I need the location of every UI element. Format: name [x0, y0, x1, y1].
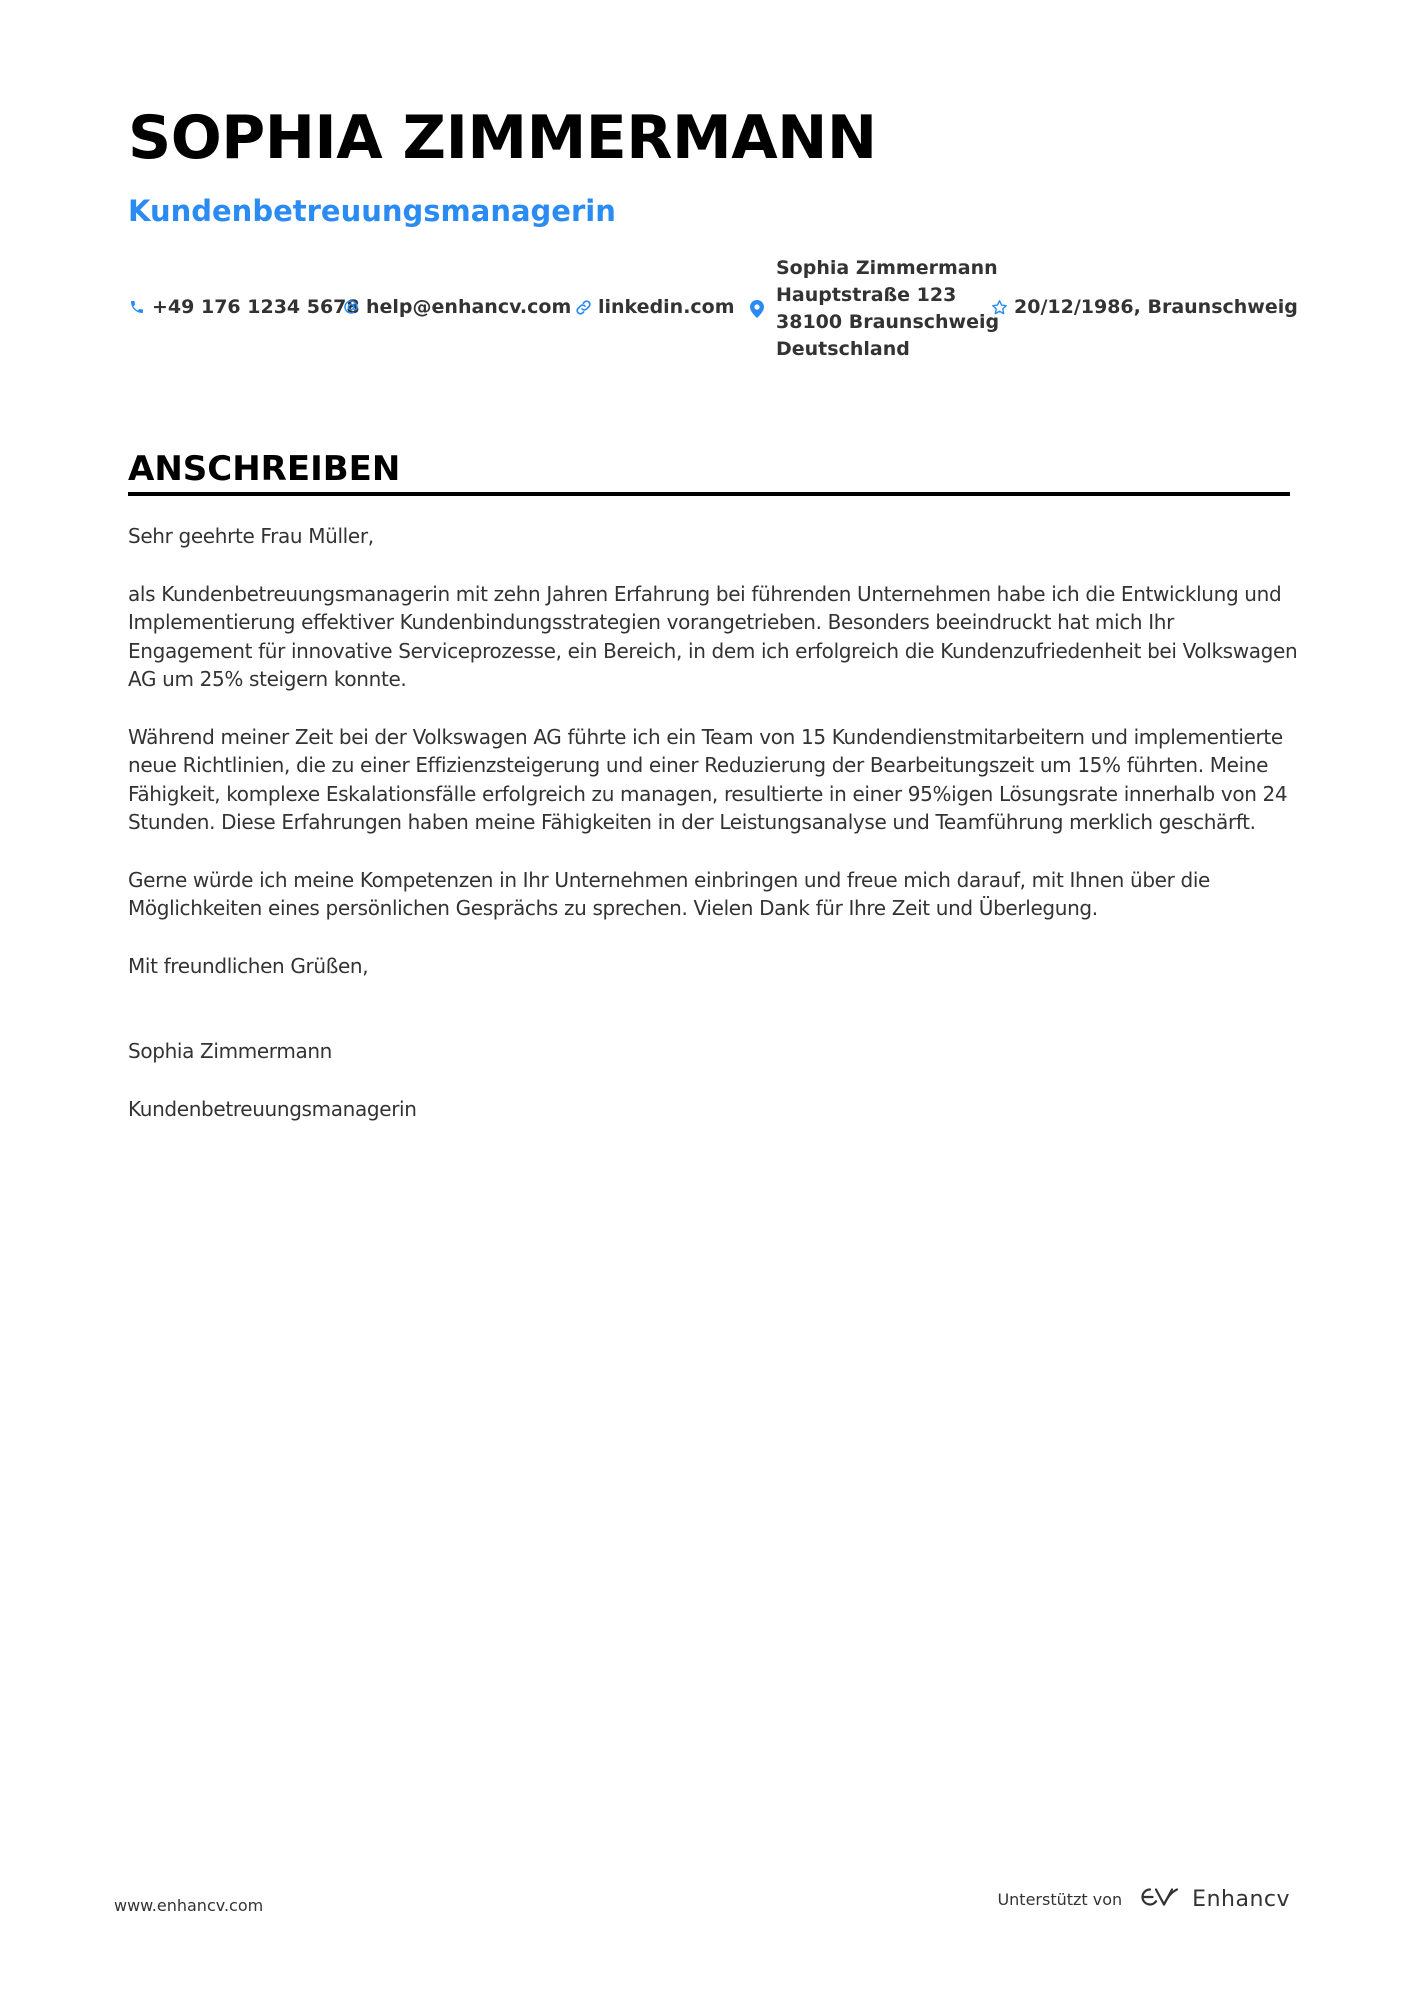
contact-address — [748, 254, 999, 364]
phone-icon — [128, 298, 146, 316]
letter-body — [128, 522, 1298, 1152]
linkedin-value: linkedin.com — [598, 296, 735, 318]
birth-value: 20/12/1986, Braunschweig — [1014, 296, 1298, 318]
contact-phone[interactable] — [128, 296, 360, 318]
salutation: Sehr geehrte Frau Müller, — [128, 524, 374, 548]
footer-branding[interactable] — [997, 1885, 1290, 1913]
section-heading — [128, 449, 1290, 496]
contact-birth — [990, 296, 1298, 318]
letter-paragraph: als Kundenbetreuungsmanagerin mit zehn Jahren Erfahrung bei führenden Unternehmen habe ich die Entwicklung und Implementierung effektiver Kundenbindungsstrategien vorangetrieben. Besonders beeindruckt hat mich Ihr Engagement für innovative Serviceprozesse, ein Bereich, in dem ich erfolgreich die Kundenzufriedenheit bei Volkswagen AG um 25% steigern konnte. — [128, 581, 1298, 691]
phone-value: +49 176 1234 5678 — [152, 296, 360, 318]
candidate-name: SOPHIA ZIMMERMANN — [128, 103, 877, 173]
letter-paragraph: Gerne würde ich meine Kompetenzen in Ihr Unternehmen einbringen und freue mich darauf, mit Ihnen über die Möglichkeiten eines persönlichen Gesprächs zu sprechen. Vielen Dank für Ihre Zeit und Überlegung. — [128, 867, 1211, 920]
address-line: 38100 Braunschweig — [776, 311, 1000, 333]
enhancv-logo-icon — [1136, 1885, 1182, 1913]
at-icon — [342, 298, 360, 316]
contact-email[interactable] — [342, 296, 571, 318]
signature-name: Sophia Zimmermann — [128, 1039, 333, 1063]
address-line: Hauptstraße 123 — [776, 284, 957, 306]
email-value: help@enhancv.com — [366, 296, 572, 318]
address-line: Deutschland — [776, 338, 910, 360]
powered-by-label: Unterstützt von — [997, 1889, 1123, 1909]
closing: Mit freundlichen Grüßen, — [128, 953, 369, 978]
letter-paragraph: Während meiner Zeit bei der Volkswagen AG führte ich ein Team von 15 Kundendienstmitarbeitern und implementierte neue Richtlinien, die zu einer Effizienzsteigerung und einer Reduzierung der Bearbeitungszeit um 15% führten. Meine Fähigkeit, komplexe Eskalationsfälle erfolgreich zu managen, resultierte in einer 95%igen Lösungsrate innerhalb von 24 Stunden. Diese Erfahrungen haben meine Fähigkeiten in der Leistungsanalyse und Teamführung merklich geschärft. — [128, 724, 1288, 834]
star-icon — [990, 298, 1008, 316]
brand-name: Enhancv — [1192, 1886, 1290, 1912]
contact-linkedin[interactable] — [574, 296, 735, 318]
footer-website[interactable]: www.enhancv.com — [114, 1896, 264, 1915]
location-pin-icon — [748, 300, 766, 318]
address-lines — [776, 255, 999, 363]
contact-bar — [128, 254, 1298, 364]
section-heading-text: ANSCHREIBEN — [128, 449, 401, 489]
link-icon — [574, 298, 592, 316]
candidate-title: Kundenbetreuungsmanagerin — [128, 194, 616, 228]
address-line: Sophia Zimmermann — [776, 257, 998, 279]
signature-title: Kundenbetreuungsmanagerin — [128, 1096, 417, 1121]
